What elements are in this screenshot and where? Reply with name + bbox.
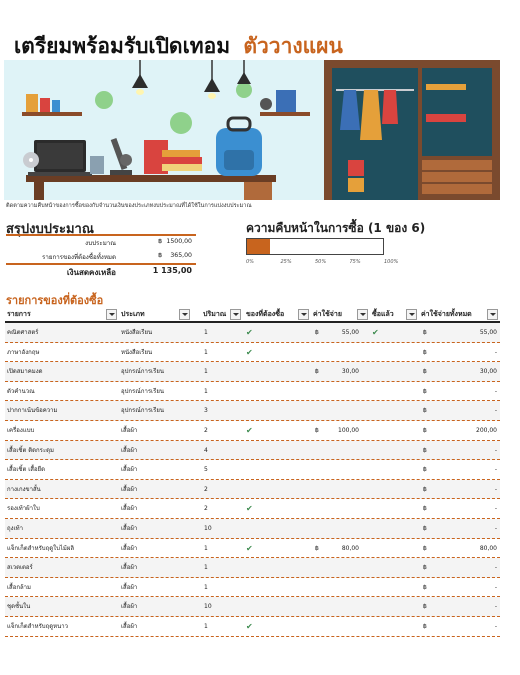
needed-currency: ฿ (158, 252, 162, 259)
cell-total-currency[interactable]: ฿ (423, 622, 427, 630)
budget-value[interactable]: 1500,00 (166, 238, 192, 245)
table-row (5, 578, 500, 598)
cell-quantity[interactable]: 1 (204, 583, 208, 591)
cell-total-currency[interactable]: ฿ (423, 426, 427, 434)
cell-total[interactable]: - (494, 564, 497, 572)
table-row (5, 480, 500, 500)
check-icon[interactable]: ✔ (246, 543, 253, 553)
summary-budget-row (6, 238, 192, 250)
check-icon[interactable]: ✔ (246, 425, 253, 435)
progress-title: ความคืบหน้าในการซื้อ (1 ของ 6) (246, 221, 426, 235)
cell-category[interactable]: อุปกรณ์การเรียน (121, 387, 164, 395)
page-title-accent: ตัววางแผน (243, 34, 343, 58)
table-row (5, 597, 500, 617)
cell-category[interactable]: เสื้อผ้า (121, 505, 138, 513)
list-title: รายการของที่ต้องซื้อ (6, 294, 104, 307)
cell-quantity[interactable]: 10 (204, 603, 212, 611)
table-body (5, 323, 500, 637)
table-row (5, 323, 500, 343)
cell-quantity[interactable]: 1 (204, 622, 208, 630)
cell-total[interactable]: - (494, 622, 497, 630)
cell-total-currency[interactable]: ฿ (423, 446, 427, 454)
progress-tick-label: 0% (246, 259, 254, 265)
cell-total-currency[interactable]: ฿ (423, 485, 427, 493)
table-row (5, 519, 500, 539)
cell-total-currency[interactable]: ฿ (423, 368, 427, 376)
summary-remaining-row (6, 266, 192, 280)
cell-category[interactable]: เสื้อผ้า (121, 564, 138, 572)
cell-item[interactable]: ชุดชั้นใน (7, 603, 31, 611)
progress-tick-label: 100% (384, 259, 399, 265)
cell-item[interactable]: ตัวคำนวณ (7, 387, 35, 395)
column-header-total: ค่าใช้จ่ายทั้งหมด (421, 310, 472, 318)
cell-cost-currency[interactable]: ฿ (315, 368, 319, 376)
page-title-main: เตรียมพร้อมรับเปิดเทอม (14, 34, 231, 58)
table-row (5, 617, 500, 637)
cell-total-currency[interactable]: ฿ (423, 564, 427, 572)
cell-total[interactable]: 200,00 (476, 426, 497, 434)
cell-quantity[interactable]: 4 (204, 446, 208, 454)
summary-divider-bottom (6, 263, 196, 265)
check-icon[interactable]: ✔ (246, 328, 253, 337)
column-header-bought: ซื้อแล้ว (372, 310, 394, 318)
cell-total[interactable]: - (494, 466, 497, 474)
cell-category[interactable]: เสื้อผ้า (121, 622, 138, 630)
cell-item[interactable]: เสื้อเชิ้ต ติดกระดุม (7, 446, 54, 454)
table-row (5, 441, 500, 461)
cell-cost[interactable]: 80,00 (341, 544, 359, 552)
cell-total[interactable]: - (494, 505, 497, 513)
cell-item[interactable]: ภาษาอังกฤษ (7, 348, 40, 356)
cell-quantity[interactable]: 1 (204, 348, 208, 356)
summary-title: สรุปงบประมาณ (6, 222, 94, 237)
cell-quantity[interactable]: 1 (204, 368, 208, 376)
cell-category[interactable]: เสื้อผ้า (121, 524, 138, 532)
cell-total-currency[interactable]: ฿ (423, 505, 427, 513)
cell-item[interactable]: รองเท้าผ้าใบ (7, 505, 40, 513)
cell-cost[interactable]: 100,00 (338, 426, 359, 434)
needed-label: รายการของที่ต้องซื้อทั้งหมด (42, 254, 116, 261)
cell-item[interactable]: ปากกาเน้นข้อความ (7, 407, 58, 415)
table-row (5, 382, 500, 402)
cell-item[interactable]: ถุงเท้า (7, 524, 23, 532)
progress-tick-label: 75% (349, 259, 361, 265)
cell-total-currency[interactable]: ฿ (423, 544, 427, 552)
cell-total[interactable]: 80,00 (479, 544, 497, 552)
progress-bar-fill (247, 239, 270, 254)
cell-total[interactable]: 30,00 (479, 368, 497, 376)
cell-total[interactable]: - (494, 348, 497, 356)
cell-quantity[interactable]: 1 (204, 544, 208, 552)
progress-ticks (246, 259, 399, 269)
cell-total[interactable]: - (494, 603, 497, 611)
cell-category[interactable]: เสื้อผ้า (121, 426, 138, 434)
cell-cost-currency[interactable]: ฿ (315, 329, 319, 336)
cell-item[interactable]: สเวตเตอร์ (7, 564, 33, 572)
cell-category[interactable]: เสื้อผ้า (121, 544, 138, 552)
cell-quantity[interactable]: 10 (204, 524, 212, 532)
cell-total-currency[interactable]: ฿ (423, 524, 427, 532)
table-row (5, 460, 500, 480)
cell-cost-currency[interactable]: ฿ (315, 426, 319, 434)
cell-category[interactable]: หนังสือเรียน (121, 348, 153, 356)
banner-illustration (4, 60, 500, 200)
remaining-value: 1 135,00 (152, 266, 192, 275)
cell-quantity[interactable]: 2 (204, 485, 208, 493)
cell-quantity[interactable]: 1 (204, 329, 208, 336)
cell-item[interactable]: เสื้อเชิ้ต เสื้อยืด (7, 466, 45, 474)
filter-dropdown-cost[interactable] (357, 309, 368, 320)
cell-quantity[interactable]: 1 (204, 564, 208, 572)
table-row (5, 401, 500, 421)
filter-dropdown-item[interactable] (106, 309, 117, 320)
cell-cost-currency[interactable]: ฿ (315, 544, 319, 552)
filter-dropdown-bought[interactable] (406, 309, 417, 320)
check-icon[interactable]: ✔ (372, 328, 379, 337)
budget-label: งบประมาณ (85, 240, 116, 247)
cell-total[interactable]: - (494, 387, 497, 395)
column-header-cost: ค่าใช้จ่าย (313, 310, 342, 318)
cell-total[interactable]: - (494, 407, 497, 415)
needed-value: 365,00 (170, 252, 192, 259)
cell-category[interactable]: อุปกรณ์การเรียน (121, 407, 164, 415)
filter-dropdown-qty[interactable] (230, 309, 241, 320)
summary-divider-top (6, 234, 196, 236)
cell-item[interactable]: แจ็กเก็ตสำหรับฤดูใบไม้ผลิ (7, 544, 75, 552)
cell-quantity[interactable]: 2 (204, 426, 208, 434)
cell-total-currency[interactable]: ฿ (423, 466, 427, 474)
cell-total-currency[interactable]: ฿ (423, 387, 427, 395)
table-row (5, 421, 500, 441)
filter-dropdown-category[interactable] (179, 309, 190, 320)
cell-item[interactable]: เปิดสมาคมงด (7, 368, 43, 376)
table-row (5, 558, 500, 578)
cell-category[interactable]: เสื้อผ้า (121, 583, 138, 591)
cell-total[interactable]: - (494, 524, 497, 532)
cell-item[interactable]: เสื้อกล้าม (7, 583, 31, 591)
cell-item[interactable]: แจ็กเก็ตสำหรับฤดูหนาว (7, 622, 68, 630)
cell-cost[interactable]: 55,00 (341, 329, 359, 336)
cell-total[interactable]: - (494, 485, 497, 493)
cell-total[interactable]: - (494, 583, 497, 591)
progress-bar (246, 238, 384, 255)
check-icon[interactable]: ✔ (246, 504, 253, 514)
column-header-need: ของที่ต้องซื้อ (246, 310, 285, 318)
school-supplies-illustration (4, 60, 500, 200)
progress-tick-label: 25% (280, 259, 292, 265)
check-icon[interactable]: ✔ (246, 621, 253, 631)
table-row (5, 539, 500, 559)
cell-category[interactable]: เสื้อผ้า (121, 603, 138, 611)
cell-total-currency[interactable]: ฿ (423, 407, 427, 415)
column-header-qty: ปริมาณ (203, 310, 227, 318)
shopping-list-table (5, 306, 500, 637)
cell-total-currency[interactable]: ฿ (423, 329, 427, 336)
cell-quantity[interactable]: 5 (204, 466, 208, 474)
table-row (5, 362, 500, 382)
cell-category[interactable]: เสื้อผ้า (121, 485, 138, 493)
filter-dropdown-need[interactable] (298, 309, 309, 320)
filter-dropdown-total[interactable] (487, 309, 498, 320)
check-icon[interactable]: ✔ (246, 347, 253, 357)
cell-quantity[interactable]: 3 (204, 407, 208, 415)
remaining-label: เงินสดคงเหลือ (66, 268, 116, 277)
cell-category[interactable]: เสื้อผ้า (121, 446, 138, 454)
cell-category[interactable]: อุปกรณ์การเรียน (121, 368, 164, 376)
instruction-text: ติดตามความคืบหน้าของการซื้อของกับจำนวนเงินของประเภทงบประมาณที่ได้ใช้ในการแบ่งงบประมาณ (6, 203, 252, 209)
cell-total[interactable]: - (494, 446, 497, 454)
cell-total[interactable]: 55,00 (479, 329, 497, 336)
cell-total-currency[interactable]: ฿ (423, 583, 427, 591)
cell-cost[interactable]: 30,00 (341, 368, 359, 376)
progress-tick-label: 50% (315, 259, 327, 265)
table-header (5, 306, 500, 323)
column-header-item: รายการ (7, 310, 31, 318)
cell-item[interactable]: คณิตศาสตร์ (7, 329, 39, 336)
cell-total-currency[interactable]: ฿ (423, 348, 427, 356)
column-header-category: ประเภท (121, 310, 145, 318)
cell-quantity[interactable]: 1 (204, 387, 208, 395)
cell-category[interactable]: เสื้อผ้า (121, 466, 138, 474)
cell-quantity[interactable]: 2 (204, 505, 208, 513)
budget-currency: ฿ (158, 238, 162, 245)
cell-total-currency[interactable]: ฿ (423, 603, 427, 611)
table-row (5, 499, 500, 519)
page-title (14, 30, 343, 63)
cell-item[interactable]: เครื่องแบบ (7, 426, 35, 434)
cell-category[interactable]: หนังสือเรียน (121, 329, 153, 336)
table-row (5, 343, 500, 363)
cell-item[interactable]: กางเกงขาสั้น (7, 485, 41, 493)
